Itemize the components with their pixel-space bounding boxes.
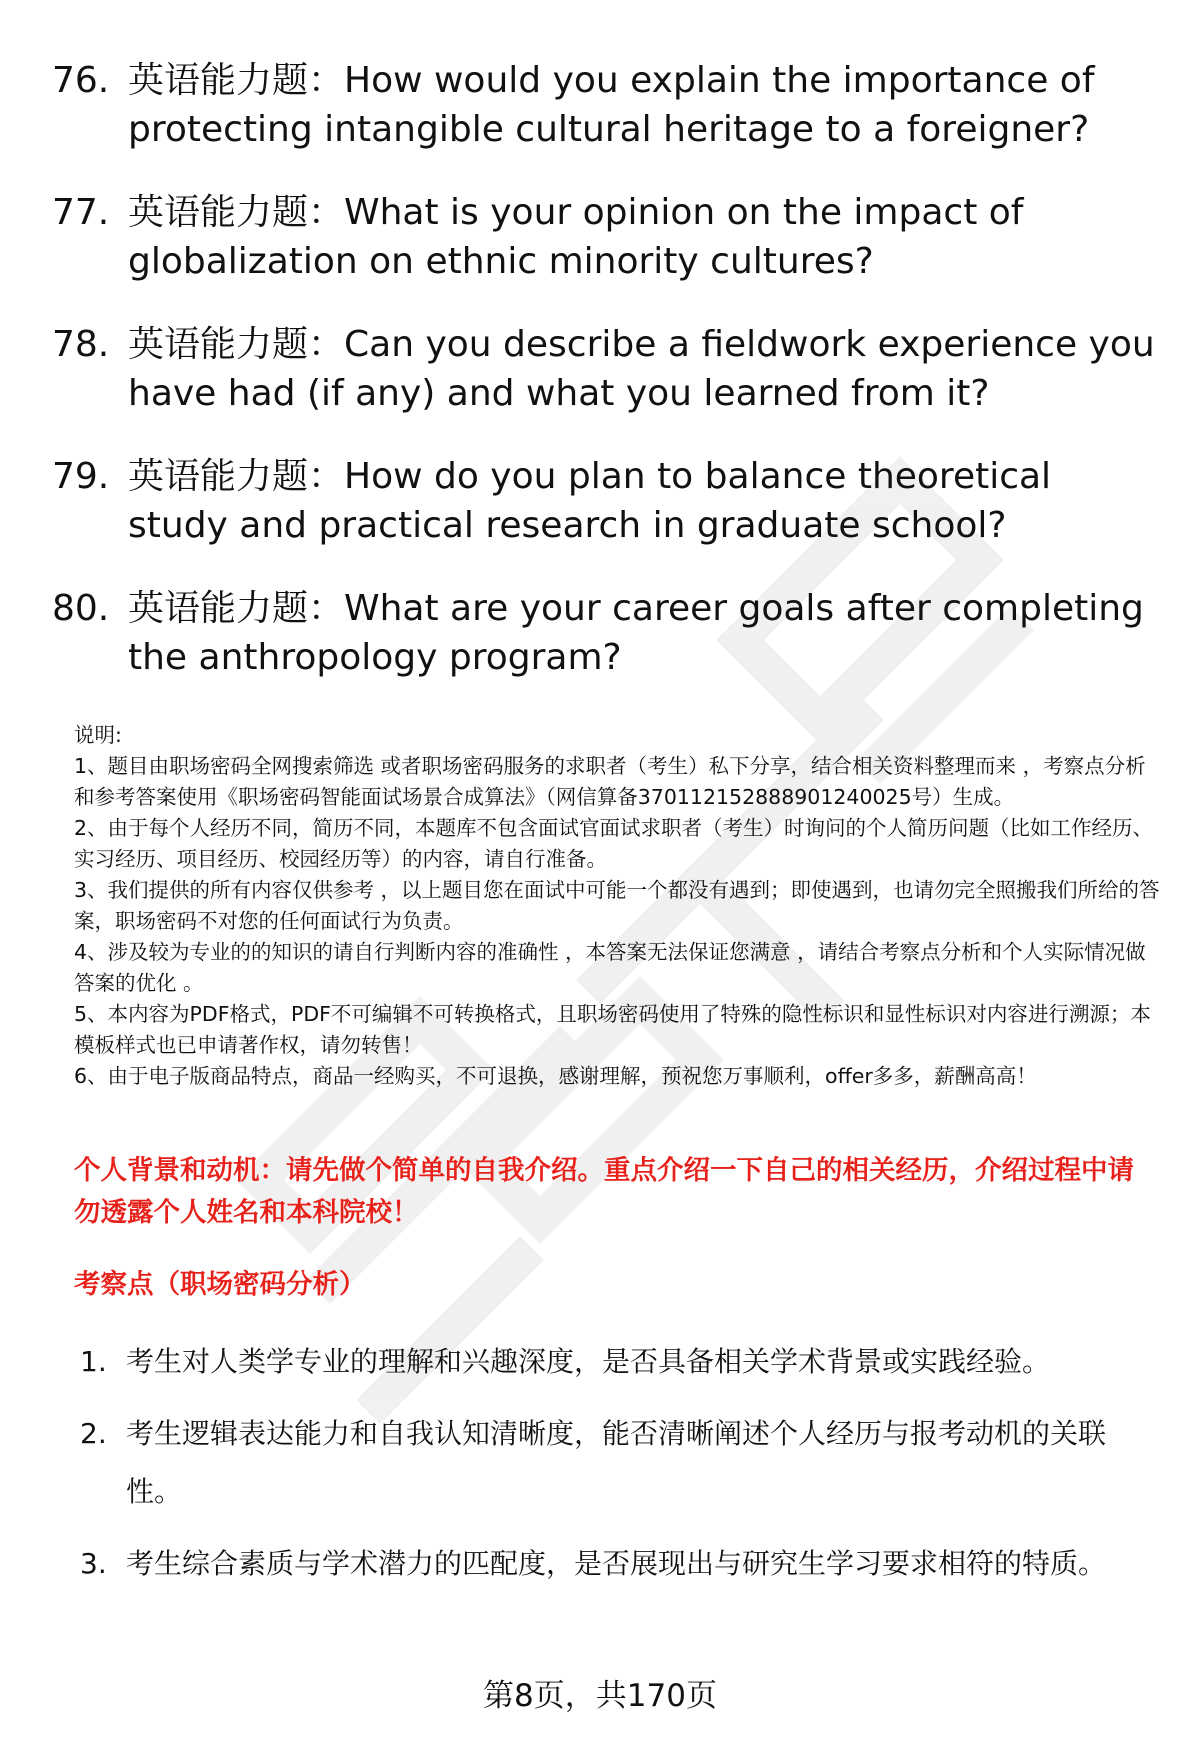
note-item: 2、由于每个人经历不同，简历不同，本题库不包含面试官面试求职者（考生）时询问的个人简历问题（比如工作经历、实习经历、项目经历、校园经历等）的内容，请自行准备。	[74, 816, 1154, 871]
note-item: 6、由于电子版商品特点，商品一经购买，不可退换，感谢理解，预祝您万事顺利，offer多多，薪酬高高！	[74, 1064, 1037, 1088]
question-text: 英语能力题：What are your career goals after completing the anthropology program?	[128, 588, 1144, 678]
analysis-points-list	[80, 1333, 1160, 1607]
disclaimer-notes	[74, 720, 1164, 1092]
page-footer: 第8页，共170页	[483, 1678, 717, 1714]
question-number: 76.	[52, 60, 110, 101]
question-item	[52, 56, 1162, 154]
question-item	[52, 320, 1162, 418]
point-text: 考生对人类学专业的理解和兴趣深度，是否具备相关学术背景或实践经验。	[126, 1345, 1051, 1378]
question-item	[52, 584, 1162, 682]
question-text: 英语能力题：What is your opinion on the impact of globalization on ethnic minority cultures?	[128, 192, 1024, 282]
question-item	[52, 188, 1162, 286]
question-text: 英语能力题：How would you explain the importance of protecting intangible cultural heritage to a foreigner?	[128, 60, 1095, 150]
question-number: 80.	[52, 588, 110, 629]
question-number: 79.	[52, 456, 110, 497]
point-number: 3.	[80, 1547, 107, 1580]
analysis-points-heading: 考察点（职场密码分析）	[74, 1269, 366, 1300]
question-item	[52, 452, 1162, 550]
note-item: 4、涉及较为专业的的知识的请自行判断内容的准确性 ，本答案无法保证您满意 ，请结合考察点分析和个人实际情况做答案的优化 。	[74, 940, 1146, 995]
question-number: 78.	[52, 324, 110, 365]
interview-question-heading: 个人背景和动机：请先做个简单的自我介绍。重点介绍一下自己的相关经历，介绍过程中请勿透露个人姓名和本科院校！	[74, 1155, 1134, 1228]
point-number: 1.	[80, 1345, 107, 1378]
question-list	[52, 56, 1162, 716]
question-number: 77.	[52, 192, 110, 233]
list-item	[80, 1535, 1160, 1593]
point-number: 2.	[80, 1417, 107, 1450]
note-item: 5、本内容为PDF格式，PDF不可编辑不可转换格式，且职场密码使用了特殊的隐性标识和显性标识对内容进行溯源；本模板样式也已申请著作权，请勿转售！	[74, 1002, 1151, 1057]
notes-heading: 说明:	[74, 723, 122, 747]
question-text: 英语能力题：Can you describe a fieldwork experience you have had (if any) and what you learned from it?	[128, 324, 1155, 414]
point-text: 考生逻辑表达能力和自我认知清晰度，能否清晰阐述个人经历与报考动机的关联性。	[126, 1417, 1107, 1508]
list-item	[80, 1405, 1160, 1521]
list-item	[80, 1333, 1160, 1391]
question-text: 英语能力题：How do you plan to balance theoretical study and practical research in graduate school?	[128, 456, 1052, 546]
point-text: 考生综合素质与学术潜力的匹配度，是否展现出与研究生学习要求相符的特质。	[126, 1547, 1107, 1580]
note-item: 1、题目由职场密码全网搜索筛选 或者职场密码服务的求职者（考生）私下分享，结合相关资料整理而来 ，考察点分析和参考答案使用《职场密码智能面试场景合成算法》（网信算备370112152888901240025号）生成。	[74, 754, 1146, 809]
note-item: 3、我们提供的所有内容仅供参考 ，以上题目您在面试中可能一个都没有遇到；即使遇到，也请勿完全照搬我们所给的答案，职场密码不对您的任何面试行为负责。	[74, 878, 1160, 933]
